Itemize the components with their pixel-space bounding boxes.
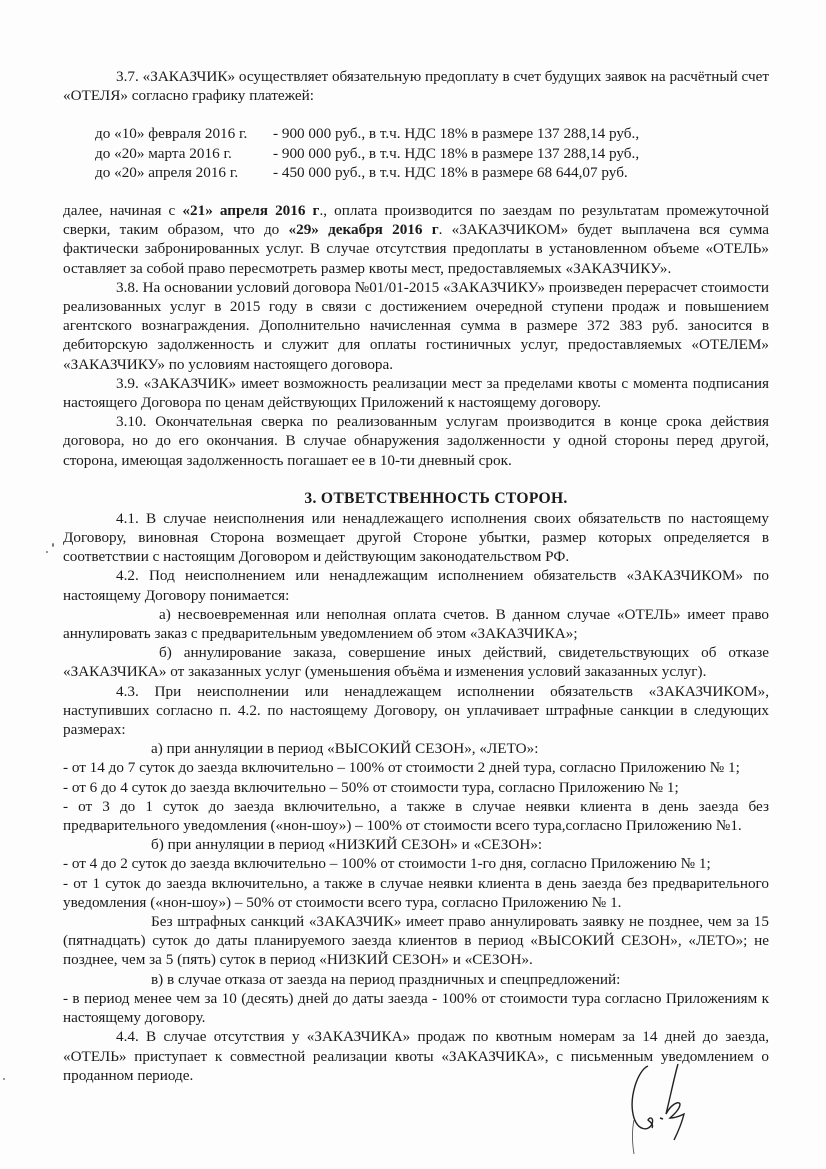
- section-heading: 3. ОТВЕТСТВЕННОСТЬ СТОРОН.: [304, 489, 568, 507]
- text-run: ., оплата производится по заездам по результатам промежуточной сверки, таким образом, что до: [63, 201, 769, 239]
- signature: [608, 1058, 718, 1158]
- list-item: - в период менее чем за 10 (десять) дней до даты заезда - 100% от стоимости тура согласно Приложениям к настоящему договору.: [63, 989, 769, 1027]
- clause-4-3: 4.3. При неисполнении или ненадлежащем исполнении обязательств «ЗАКАЗЧИКОМ», наступивших согласно п. 4.2. по настоящему Договору, он уплачивает штрафные санкции в следующих размерах:: [63, 682, 769, 739]
- list-item: - от 1 суток до заезда включительно, а также в случае неявки клиента в день заезда без предварительного уведомления («нон-шоу») – 50% от стоимости всего тура, согласно Приложению № 1.: [63, 874, 769, 911]
- schedule-amount: - 450 000 руб., в т.ч. НДС 18% в размере 68 644,07 руб.: [273, 163, 628, 181]
- clause-4-2-a: а) несвоевременная или неполная оплата счетов. В данном случае «ОТЕЛЬ» имеет право аннулировать заказ с предварительным уведомлением об этом «ЗАКАЗЧИКА»;: [63, 605, 769, 643]
- scan-artifact: [3, 1078, 5, 1080]
- clause-3-10: 3.10. Окончательная сверка по реализованным услугам производится в конце срока действия договора, но до его окончания. В случае обнаружения задолженности у одной стороны перед другой, сторона, имеющая задолженность погашает ее в 10-ти дневный срок.: [63, 413, 769, 469]
- clause-3-7-continuation: [63, 201, 769, 278]
- schedule-date: до «20» марта 2016 г.: [95, 144, 232, 162]
- clause-4-2: 4.2. Под неисполнением или ненадлежащим исполнением обязательств «ЗАКАЗЧИКОМ» по настоящему Договору понимается:: [63, 567, 769, 604]
- schedule-amount: - 900 000 руб., в т.ч. НДС 18% в размере 137 288,14 руб.,: [273, 125, 640, 143]
- text-run: . «ЗАКАЗЧИКОМ» будет выплачена вся сумма фактически забронированных услуг. В случае отсутствия предоплаты в установленном объеме «ОТЕЛЬ» оставляет за собой право пересмотреть размер квоты мест, предоставляемых «ЗАКАЗЧИКУ».: [63, 221, 769, 277]
- clause-3-8: 3.8. На основании условий договора №01/01-2015 «ЗАКАЗЧИКУ» произведен перерасчет стоимости реализованных услуг в 2015 году в связи с достижением очередной ступени продаж и повышением агентского вознаграждения. Дополнительно начисленная сумма в размере 372 383 руб. заносится в дебиторскую задолженность и служит для оплаты гостиничных услуг, предоставляемых «ОТЕЛЕМ» «ЗАКАЗЧИКУ» по условиям настоящего договора.: [63, 278, 770, 373]
- clause-4-4: 4.4. В случае отсутствия у «ЗАКАЗЧИКА» продаж по квотным номерам за 14 дней до заезда, «ОТЕЛЬ» приступает к совместной реализации квоты «ЗАКАЗЧИКА», с письменным уведомлением о проданном периоде.: [63, 1028, 769, 1084]
- scan-artifact: [52, 543, 54, 547]
- schedule-row: [63, 124, 769, 143]
- schedule-row: [63, 144, 769, 163]
- list-item: - от 14 до 7 суток до заезда включительно – 100% от стоимости 2 дней тура, согласно Приложению № 1;: [63, 759, 740, 777]
- clause-4-3-v-title: в) в случае отказа от заезда на период праздничных и спецпредложений:: [151, 970, 621, 988]
- bold-date: «29» декабря 2016 г: [288, 221, 439, 239]
- clause-3-7-intro: 3.7. «ЗАКАЗЧИК» осуществляет обязательную предоплату в счет будущих заявок на расчётный счет «ОТЕЛЯ» согласно графику платежей:: [63, 68, 769, 105]
- list-item: - от 4 до 2 суток до заезда включительно – 100% от стоимости 1-го дня, согласно Приложению № 1;: [63, 855, 711, 873]
- text-run: далее, начиная с: [63, 201, 183, 219]
- clause-4-2-b: б) аннулирование заказа, совершение иных действий, свидетельствующих об отказе «ЗАКАЗЧИКА» от заказанных услуг (уменьшения объёма и изменения условий заказанных услуг).: [63, 644, 769, 681]
- schedule-date: до «10» февраля 2016 г.: [95, 125, 248, 143]
- document-body: [63, 67, 769, 1085]
- schedule-date: до «20» апреля 2016 г.: [95, 163, 239, 181]
- scan-artifact: [46, 551, 48, 553]
- clause-3-9: 3.9. «ЗАКАЗЧИК» имеет возможность реализации мест за пределами квоты с момента подписания настоящего Договора по ценам действующих Приложений к настоящему договору.: [63, 374, 769, 411]
- schedule-row: [63, 163, 769, 182]
- clause-4-1: 4.1. В случае неисполнения или ненадлежащего исполнения своих обязательств по настоящему Договору, виновная Сторона возмещает другой Стороне убытки, размер которых определяется в соответствии с настоящим Договором и действующим законодательством РФ.: [63, 509, 769, 566]
- list-item: - от 3 до 1 суток до заезда включительно, а также в случае неявки клиента в день заезда без предварительного уведомления («нон-шоу») – 100% от стоимости всего тура,согласно Приложению №1.: [63, 797, 769, 835]
- clause-4-3-b-title: б) при аннуляции в период «НИЗКИЙ СЕЗОН» и «СЕЗОН»:: [151, 836, 543, 854]
- payment-schedule: [63, 124, 769, 182]
- schedule-amount: - 900 000 руб., в т.ч. НДС 18% в размере 137 288,14 руб.,: [273, 144, 640, 162]
- clause-4-3-no-penalty: Без штрафных санкций «ЗАКАЗЧИК» имеет право аннулировать заявку не позднее, чем за 15 (пятнадцать) суток до даты планируемого заезда клиентов в период «ВЫСОКИЙ СЕЗОН», «ЛЕТО»; не позднее, чем за 5 (пять) суток в период «НИЗКИЙ СЕЗОН» и «СЕЗОН».: [63, 913, 769, 969]
- bold-date: «21» апреля 2016 г: [182, 201, 320, 219]
- list-item: - от 6 до 4 суток до заезда включительно – 50% от стоимости тура, согласно Приложению № 1;: [63, 778, 679, 796]
- spacer: [63, 470, 769, 489]
- clause-4-3-a-title: а) при аннуляции в период «ВЫСОКИЙ СЕЗОН», «ЛЕТО»:: [151, 740, 539, 758]
